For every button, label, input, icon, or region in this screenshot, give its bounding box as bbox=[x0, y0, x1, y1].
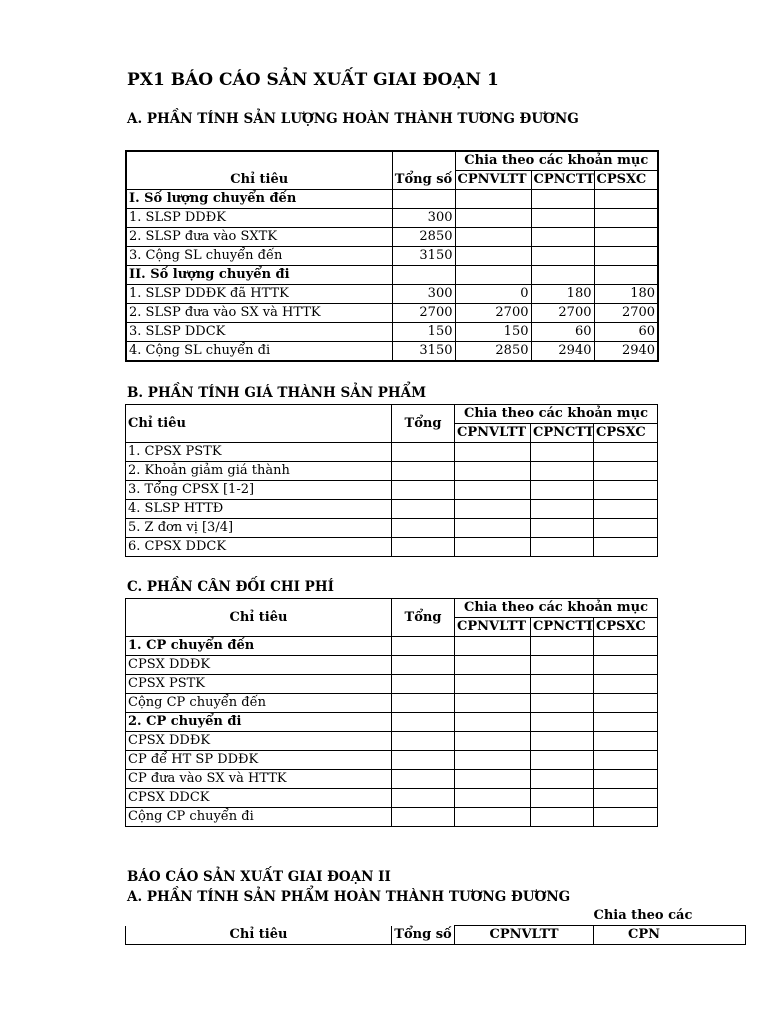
row-label: 1. SLSP DDĐK đã HTTK bbox=[126, 285, 392, 304]
row-label: CPSX PSTK bbox=[126, 675, 392, 694]
cell-cpnctt bbox=[531, 228, 594, 247]
cell-total bbox=[392, 770, 455, 789]
table-row bbox=[126, 462, 658, 481]
table-row bbox=[126, 500, 658, 519]
table-row bbox=[126, 285, 658, 304]
cell-cpnvltt: 2700 bbox=[455, 304, 531, 323]
cell-total bbox=[392, 656, 455, 675]
cell-total bbox=[392, 694, 455, 713]
cell-cpsxc bbox=[594, 266, 658, 285]
cell-cpnctt bbox=[531, 751, 594, 770]
cell-cpsxc bbox=[594, 228, 658, 247]
stage2-table bbox=[125, 907, 746, 945]
row-label: 1. CP chuyển đến bbox=[126, 637, 392, 656]
cell-cpnctt bbox=[531, 481, 594, 500]
cell-cpsxc bbox=[594, 770, 658, 789]
cell-cpnctt bbox=[531, 713, 594, 732]
row-label: CPSX DDĐK bbox=[126, 656, 392, 675]
cell-cpnctt bbox=[531, 808, 594, 827]
cell-cpnvltt bbox=[455, 538, 531, 557]
header-total: Tổng số bbox=[392, 171, 455, 190]
stage2-col-cpnvltt: CPNVLTT bbox=[455, 926, 594, 945]
cell-cpsxc bbox=[594, 751, 658, 770]
cell-total bbox=[392, 266, 455, 285]
cell-total bbox=[392, 751, 455, 770]
stage2-header-blank-2 bbox=[392, 907, 455, 926]
cell-cpnvltt bbox=[455, 732, 531, 751]
cell-cpnvltt: 150 bbox=[455, 323, 531, 342]
cell-cpnctt bbox=[531, 247, 594, 266]
cell-cpsxc bbox=[594, 519, 658, 538]
cell-cpnctt bbox=[531, 637, 594, 656]
cell-total bbox=[392, 637, 455, 656]
cell-total: 2850 bbox=[392, 228, 455, 247]
cell-cpsxc: 180 bbox=[594, 285, 658, 304]
header-indicator-top bbox=[126, 151, 392, 171]
cell-cpnctt bbox=[531, 694, 594, 713]
row-label: CPSX DDCK bbox=[126, 789, 392, 808]
row-label: 6. CPSX DDCK bbox=[126, 538, 392, 557]
table-row bbox=[126, 228, 658, 247]
row-label: 2. Khoản giảm giá thành bbox=[126, 462, 392, 481]
header-total: Tổng bbox=[392, 599, 455, 637]
row-label: 1. SLSP DDĐK bbox=[126, 209, 392, 228]
stage2-header-blank-3 bbox=[455, 907, 594, 926]
cell-total bbox=[392, 808, 455, 827]
row-label: CP để HT SP DDĐK bbox=[126, 751, 392, 770]
cell-cpsxc: 2700 bbox=[594, 304, 658, 323]
section-a-title: A. PHẦN TÍNH SẢN LƯỢNG HOÀN THÀNH TƯƠNG ĐƯƠNG bbox=[127, 111, 579, 127]
row-label: 4. Cộng SL chuyển đi bbox=[126, 342, 392, 362]
cell-cpsxc bbox=[594, 656, 658, 675]
cell-cpnvltt: 2850 bbox=[455, 342, 531, 362]
table-a bbox=[125, 150, 659, 362]
stage2-total: Tổng số bbox=[392, 926, 455, 945]
row-label: 4. SLSP HTTĐ bbox=[126, 500, 392, 519]
cell-cpnvltt bbox=[455, 500, 531, 519]
cell-cpsxc bbox=[594, 443, 658, 462]
cell-cpsxc bbox=[594, 732, 658, 751]
table-row bbox=[126, 304, 658, 323]
header-col-cpsxc: CPSXC bbox=[594, 171, 658, 190]
row-label: 3. Cộng SL chuyển đến bbox=[126, 247, 392, 266]
cell-cpnvltt bbox=[455, 443, 531, 462]
table-row bbox=[126, 713, 658, 732]
cell-cpsxc bbox=[594, 713, 658, 732]
header-indicator: Chỉ tiêu bbox=[126, 599, 392, 637]
cell-total: 3150 bbox=[392, 247, 455, 266]
cell-cpsxc bbox=[594, 694, 658, 713]
cell-total: 300 bbox=[392, 209, 455, 228]
table-row bbox=[126, 656, 658, 675]
stage2-subtitle: A. PHẦN TÍNH SẢN PHẨM HOÀN THÀNH TƯƠNG ĐƯƠNG bbox=[127, 889, 571, 905]
cell-total bbox=[392, 190, 455, 209]
table-row bbox=[126, 209, 658, 228]
cell-total bbox=[392, 500, 455, 519]
cell-cpsxc: 60 bbox=[594, 323, 658, 342]
row-label: Cộng CP chuyển đến bbox=[126, 694, 392, 713]
cell-cpnctt bbox=[531, 443, 594, 462]
header-col-cpsxc: CPSXC bbox=[594, 424, 658, 443]
cell-total bbox=[392, 481, 455, 500]
table-row bbox=[126, 751, 658, 770]
row-label: II. Số lượng chuyển đi bbox=[126, 266, 392, 285]
cell-cpnctt bbox=[531, 538, 594, 557]
cell-cpnctt bbox=[531, 789, 594, 808]
cell-cpsxc bbox=[594, 808, 658, 827]
table-row bbox=[126, 675, 658, 694]
table-b bbox=[125, 404, 658, 557]
cell-total: 3150 bbox=[392, 342, 455, 362]
cell-cpnctt bbox=[531, 770, 594, 789]
header-col-cpnvltt: CPNVLTT bbox=[455, 618, 531, 637]
cell-cpsxc bbox=[594, 637, 658, 656]
row-label: 2. SLSP đưa vào SXTK bbox=[126, 228, 392, 247]
cell-cpnctt bbox=[531, 500, 594, 519]
cell-total bbox=[392, 675, 455, 694]
row-label: 5. Z đơn vị [3/4] bbox=[126, 519, 392, 538]
cell-cpsxc bbox=[594, 789, 658, 808]
stage2-header-blank bbox=[126, 907, 392, 926]
table-row bbox=[126, 770, 658, 789]
header-col-cpnctt: CPNCTT bbox=[531, 171, 594, 190]
cell-cpnctt: 180 bbox=[531, 285, 594, 304]
row-label: 2. SLSP đưa vào SX và HTTK bbox=[126, 304, 392, 323]
table-row bbox=[126, 443, 658, 462]
cell-cpnctt bbox=[531, 732, 594, 751]
cell-cpnvltt bbox=[455, 209, 531, 228]
cell-cpsxc bbox=[594, 462, 658, 481]
cell-cpsxc bbox=[594, 500, 658, 519]
table-row bbox=[126, 190, 658, 209]
cell-cpnctt bbox=[531, 519, 594, 538]
header-col-cpnvltt: CPNVLTT bbox=[455, 171, 531, 190]
cell-cpnvltt bbox=[455, 519, 531, 538]
cell-total: 150 bbox=[392, 323, 455, 342]
header-indicator: Chỉ tiêu bbox=[126, 171, 392, 190]
cell-cpsxc bbox=[594, 190, 658, 209]
cell-cpnvltt bbox=[455, 789, 531, 808]
stage2-group-cell bbox=[594, 907, 746, 926]
cell-cpnctt: 60 bbox=[531, 323, 594, 342]
table-row bbox=[126, 789, 658, 808]
table-row bbox=[126, 519, 658, 538]
cell-cpnvltt bbox=[455, 190, 531, 209]
cell-total bbox=[392, 443, 455, 462]
cell-cpnvltt bbox=[455, 462, 531, 481]
row-label: Cộng CP chuyển đi bbox=[126, 808, 392, 827]
cell-cpnctt bbox=[531, 462, 594, 481]
cell-cpnvltt bbox=[455, 675, 531, 694]
cell-total: 2700 bbox=[392, 304, 455, 323]
document-title: PX1 BÁO CÁO SẢN XUẤT GIAI ĐOẠN 1 bbox=[127, 70, 499, 90]
header-total-top bbox=[392, 151, 455, 171]
row-label: CPSX DDĐK bbox=[126, 732, 392, 751]
row-label: 3. Tổng CPSX [1-2] bbox=[126, 481, 392, 500]
cell-cpnvltt bbox=[455, 751, 531, 770]
table-row bbox=[126, 342, 658, 362]
row-label: I. Số lượng chuyển đến bbox=[126, 190, 392, 209]
cell-cpsxc bbox=[594, 538, 658, 557]
table-c bbox=[125, 598, 658, 827]
section-c-title: C. PHẦN CÂN ĐỐI CHI PHÍ bbox=[127, 579, 334, 595]
header-col-cpnctt: CPNCTT bbox=[531, 424, 594, 443]
row-label: 1. CPSX PSTK bbox=[126, 443, 392, 462]
cell-total bbox=[392, 519, 455, 538]
cell-cpnvltt bbox=[455, 228, 531, 247]
cell-cpnctt bbox=[531, 209, 594, 228]
cell-cpnvltt bbox=[455, 713, 531, 732]
stage2-table-clip bbox=[125, 907, 693, 947]
cell-total bbox=[392, 789, 455, 808]
cell-cpnvltt: 0 bbox=[455, 285, 531, 304]
cell-cpnvltt bbox=[455, 656, 531, 675]
cell-cpsxc bbox=[594, 247, 658, 266]
cell-total: 300 bbox=[392, 285, 455, 304]
cell-cpnctt: 2940 bbox=[531, 342, 594, 362]
table-row bbox=[126, 538, 658, 557]
table-row bbox=[126, 637, 658, 656]
stage2-indicator: Chỉ tiêu bbox=[126, 926, 392, 945]
cell-cpsxc: 2940 bbox=[594, 342, 658, 362]
cell-cpsxc bbox=[594, 209, 658, 228]
header-total: Tổng bbox=[392, 405, 455, 443]
cell-cpnvltt bbox=[455, 770, 531, 789]
cell-cpnvltt bbox=[455, 266, 531, 285]
header-group: Chia theo các khoản mục bbox=[455, 599, 658, 618]
table-row bbox=[126, 247, 658, 266]
table-row bbox=[126, 732, 658, 751]
table-row bbox=[126, 694, 658, 713]
header-col-cpsxc: CPSXC bbox=[594, 618, 658, 637]
header-col-cpnctt: CPNCTT bbox=[531, 618, 594, 637]
cell-total bbox=[392, 538, 455, 557]
cell-cpnctt bbox=[531, 266, 594, 285]
cell-cpsxc bbox=[594, 675, 658, 694]
table-row bbox=[126, 266, 658, 285]
row-label: 2. CP chuyển đi bbox=[126, 713, 392, 732]
cell-cpnctt: 2700 bbox=[531, 304, 594, 323]
cell-cpnvltt bbox=[455, 808, 531, 827]
cell-cpnctt bbox=[531, 675, 594, 694]
cell-total bbox=[392, 713, 455, 732]
header-col-cpnvltt: CPNVLTT bbox=[455, 424, 531, 443]
cell-cpnvltt bbox=[455, 694, 531, 713]
stage2-title: BÁO CÁO SẢN XUẤT GIAI ĐOẠN II bbox=[127, 869, 391, 885]
header-indicator: Chỉ tiêu bbox=[126, 405, 392, 443]
stage2-col-cpn: CPN bbox=[594, 926, 746, 945]
cell-cpnctt bbox=[531, 190, 594, 209]
header-group: Chia theo các khoản mục bbox=[455, 405, 658, 424]
row-label: 3. SLSP DDCK bbox=[126, 323, 392, 342]
table-row bbox=[126, 808, 658, 827]
row-label: CP đưa vào SX và HTTK bbox=[126, 770, 392, 789]
stage2-group-label: Chia theo các bbox=[593, 908, 693, 923]
cell-cpnvltt bbox=[455, 637, 531, 656]
header-group: Chia theo các khoản mục bbox=[455, 151, 658, 171]
section-b-title: B. PHẦN TÍNH GIÁ THÀNH SẢN PHẨM bbox=[127, 385, 427, 401]
cell-cpsxc bbox=[594, 481, 658, 500]
table-row bbox=[126, 481, 658, 500]
table-row bbox=[126, 323, 658, 342]
cell-cpnvltt bbox=[455, 247, 531, 266]
cell-cpnvltt bbox=[455, 481, 531, 500]
cell-total bbox=[392, 732, 455, 751]
cell-total bbox=[392, 462, 455, 481]
cell-cpnctt bbox=[531, 656, 594, 675]
